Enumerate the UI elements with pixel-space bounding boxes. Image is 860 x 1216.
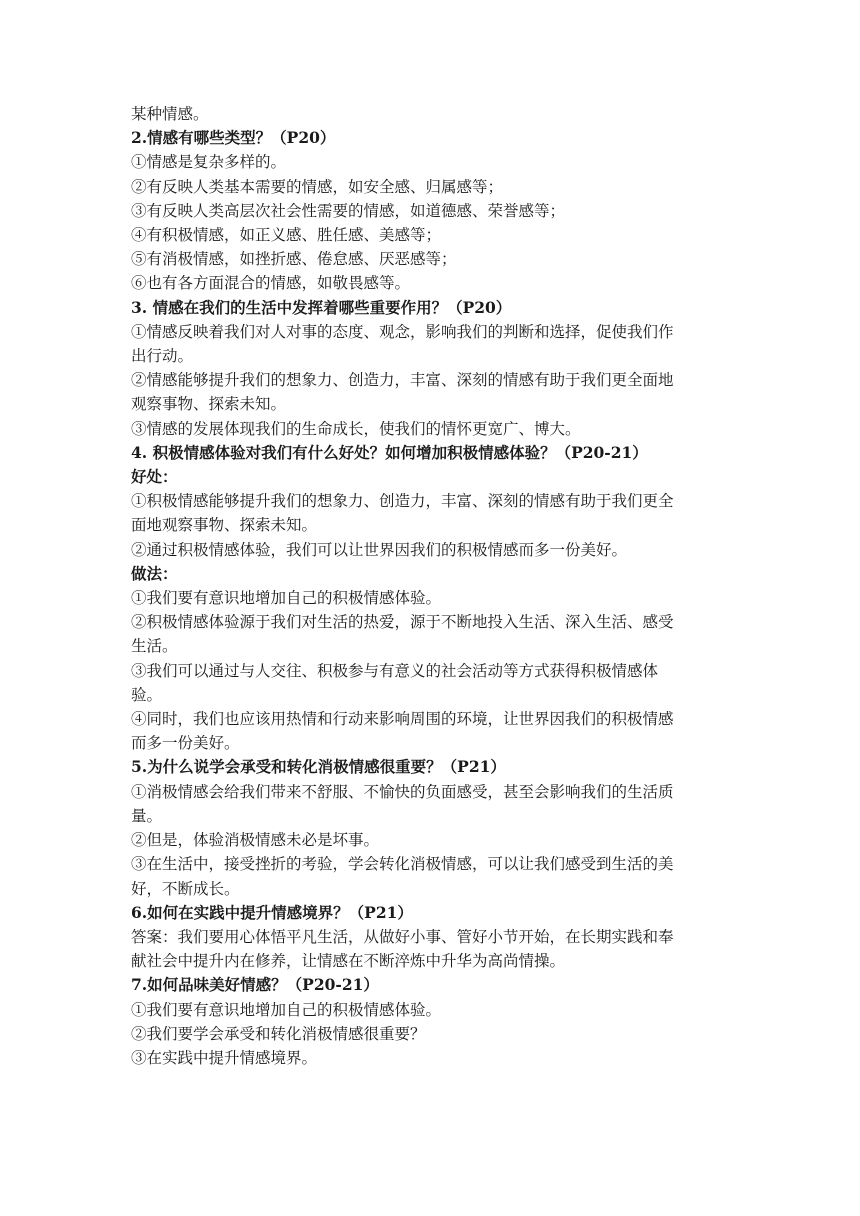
text-line: ⑤有消极情感，如挫折感、倦怠感、厌恶感等； [131, 250, 457, 269]
section-heading: 4. 积极情感体验对我们有什么好处？如何增加积极情感体验？（P20-21） [131, 442, 648, 462]
text-line: 验。 [131, 685, 163, 704]
text-line: ③有反映人类高层次社会性需要的情感，如道德感、荣誉感等； [131, 201, 566, 220]
text-line: ③情感的发展体现我们的生命成长，使我们的情怀更宽广、博大。 [131, 419, 581, 438]
text-line: ①我们要有意识地增加自己的积极情感体验。 [131, 589, 442, 608]
text-line: 而多一份美好。 [131, 734, 240, 753]
section-heading: 2.情感有哪些类型？（P20） [131, 128, 336, 148]
section-heading: 做法： [131, 563, 178, 583]
text-line: ②有反映人类基本需要的情感，如安全感、归属感等； [131, 177, 504, 196]
text-line: 好，不断成长。 [131, 879, 240, 898]
text-line: 面地观察事物、探索未知。 [131, 516, 318, 535]
text-line: ③在生活中，接受挫折的考验，学会转化消极情感，可以让我们感受到生活的美 [131, 855, 674, 874]
text-line: ①积极情感能够提升我们的想象力、创造力，丰富、深刻的情感有助于我们更全 [131, 492, 674, 511]
section-heading: 7.如何品味美好情感？（P20-21） [131, 975, 379, 995]
section-heading: 5.为什么说学会承受和转化消极情感很重要？（P21） [131, 757, 506, 777]
text-line: ④有积极情感，如正义感、胜任感、美感等； [131, 226, 442, 245]
text-line: ④同时，我们也应该用热情和行动来影响周围的环境，让世界因我们的积极情感 [131, 710, 674, 729]
section-heading: 好处： [131, 467, 178, 487]
text-line: 生活。 [131, 637, 178, 656]
text-line: 献社会中提升内在修养，让情感在不断淬炼中升华为高尚情操。 [131, 952, 566, 971]
text-line: ②通过积极情感体验，我们可以让世界因我们的积极情感而多一份美好。 [131, 540, 628, 559]
document-body [131, 102, 731, 1070]
text-line: ①情感是复杂多样的。 [131, 153, 287, 172]
text-line: ②但是，体验消极情感未必是坏事。 [131, 831, 380, 850]
text-line: 量。 [131, 806, 163, 825]
text-line: 观察事物、探索未知。 [131, 395, 287, 414]
text-line: ⑥也有各方面混合的情感，如敬畏感等。 [131, 274, 411, 293]
section-heading: 6.如何在实践中提升情感境界？（P21） [131, 902, 413, 922]
text-line: 答案：我们要用心体悟平凡生活，从做好小事、管好小节开始，在长期实践和奉 [131, 927, 674, 946]
text-line: ②积极情感体验源于我们对生活的热爱，源于不断地投入生活、深入生活、感受 [131, 613, 674, 632]
text-line: ①我们要有意识地增加自己的积极情感体验。 [131, 1000, 442, 1019]
text-line: ②我们要学会承受和转化消极情感很重要？ [131, 1024, 426, 1043]
text-line: ③我们可以通过与人交往、积极参与有意义的社会活动等方式获得积极情感体 [131, 661, 659, 680]
text-line: ①情感反映着我们对人对事的态度、观念，影响我们的判断和选择，促使我们作 [131, 322, 674, 341]
text-line: 某种情感。 [131, 105, 209, 123]
text-line: ①消极情感会给我们带来不舒服、不愉快的负面感受，甚至会影响我们的生活质 [131, 782, 674, 801]
section-heading: 3. 情感在我们的生活中发挥着哪些重要作用？（P20） [131, 297, 512, 317]
text-line: ③在实践中提升情感境界。 [131, 1048, 318, 1067]
text-line: ②情感能够提升我们的想象力、创造力，丰富、深刻的情感有助于我们更全面地 [131, 371, 674, 390]
text-line: 出行动。 [131, 347, 194, 366]
